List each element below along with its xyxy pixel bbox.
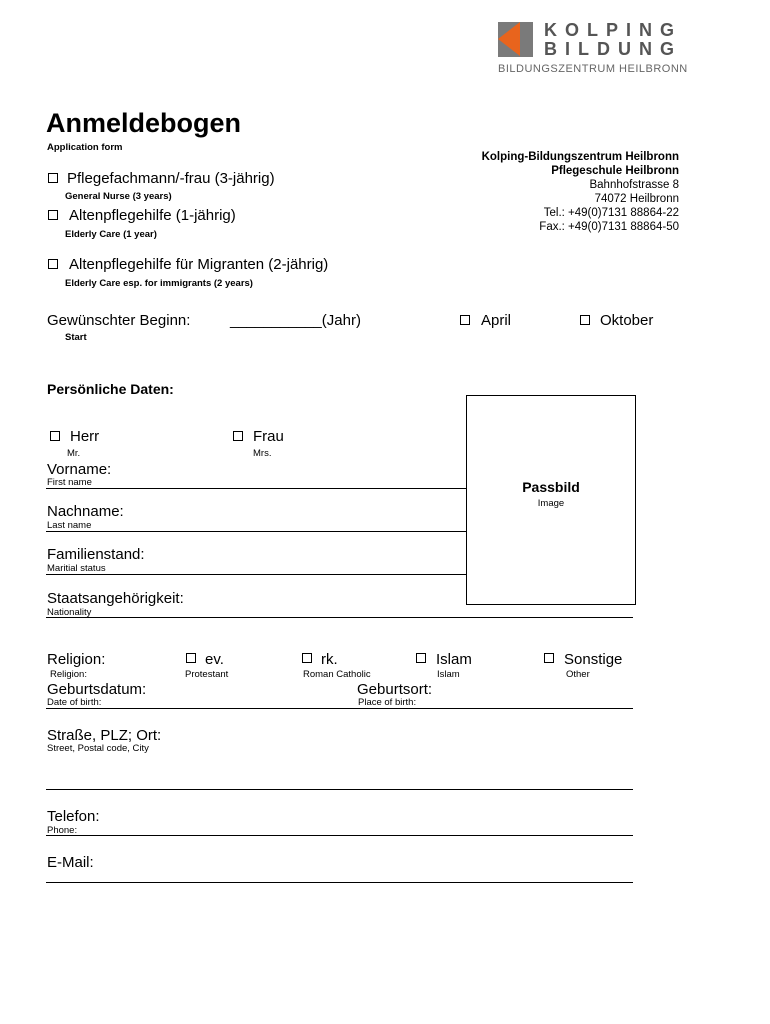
salutation-label-herr: Herr [70, 428, 100, 445]
religion-sub-ev: Protestant [185, 669, 229, 680]
nachname-field[interactable] [46, 531, 466, 532]
strasse-label: Straße, PLZ; Ort: [47, 727, 162, 744]
religion-checkbox-rk[interactable] [302, 653, 312, 663]
salutation-sub-herr: Mr. [67, 448, 81, 459]
address-line4: 74072 Heilbronn [594, 193, 679, 205]
religion-label-islam: Islam [436, 651, 472, 668]
familienstand-sub: Maritial status [47, 563, 106, 574]
vorname-field[interactable] [46, 488, 466, 489]
geburtsort-label: Geburtsort: [357, 681, 433, 698]
personal-heading: Persönliche Daten: [47, 381, 174, 397]
geburtsdatum-label: Geburtsdatum: [47, 681, 147, 698]
nachname-label: Nachname: [47, 503, 124, 520]
logo-line2: BILDUNG [544, 39, 682, 59]
program-sub-migrants: Elderly Care esp. for immigrants (2 years) [65, 278, 253, 289]
start-sub: Start [65, 332, 87, 343]
start-label: Gewünschter Beginn: [47, 312, 191, 329]
salutation-checkbox-frau[interactable] [233, 431, 243, 441]
religion-sub-islam: Islam [437, 669, 460, 680]
strasse-field[interactable] [46, 789, 633, 790]
program-checkbox-nurse[interactable] [48, 173, 58, 183]
religion-checkbox-ev[interactable] [186, 653, 196, 663]
page-subtitle: Application form [47, 142, 123, 153]
start-label-oktober: Oktober [600, 312, 654, 329]
logo-mark [498, 22, 533, 57]
program-checkbox-elderly[interactable] [48, 210, 58, 220]
address-line3: Bahnhofstrasse 8 [589, 179, 679, 191]
program-label-migrants: Altenpflegehilfe für Migranten (2-jährig) [69, 256, 329, 273]
telefon-label: Telefon: [47, 808, 100, 825]
program-checkbox-migrants[interactable] [48, 259, 58, 269]
religion-checkbox-islam[interactable] [416, 653, 426, 663]
nationality-label: Staatsangehörigkeit: [47, 590, 184, 607]
nationality-field[interactable] [46, 617, 633, 618]
familienstand-label: Familienstand: [47, 546, 145, 563]
vorname-label: Vorname: [47, 461, 112, 478]
address-line6: Fax.: +49(0)7131 88864-50 [539, 221, 679, 233]
page-title: Anmeldebogen [46, 108, 242, 138]
geburtsort-sub: Place of birth: [358, 697, 417, 708]
geburtsdatum-sub: Date of birth: [47, 697, 102, 708]
familienstand-field[interactable] [46, 574, 466, 575]
religion-sub-sonstige: Other [566, 669, 590, 680]
email-label: E-Mail: [47, 854, 94, 871]
birth-field[interactable] [46, 708, 633, 709]
salutation-sub-frau: Mrs. [253, 448, 272, 459]
program-label-nurse: Pflegefachmann/-frau (3-jährig) [67, 170, 275, 187]
strasse-sub: Street, Postal code, City [47, 743, 149, 754]
photo-box[interactable] [466, 395, 636, 605]
religion-label-sonstige: Sonstige [564, 651, 623, 668]
school-address [482, 150, 679, 234]
program-sub-elderly: Elderly Care (1 year) [65, 229, 157, 240]
start-year-field[interactable]: ___________(Jahr) [230, 312, 361, 329]
address-line1: Kolping-Bildungszentrum Heilbronn [481, 151, 679, 163]
start-label-april: April [481, 312, 512, 329]
program-sub-nurse: General Nurse (3 years) [65, 191, 172, 202]
start-checkbox-oktober[interactable] [580, 315, 590, 325]
salutation-checkbox-herr[interactable] [50, 431, 60, 441]
religion-checkbox-sonstige[interactable] [544, 653, 554, 663]
address-line5: Tel.: +49(0)7131 88864-22 [543, 207, 679, 219]
email-field[interactable] [46, 882, 633, 883]
address-line2: Pflegeschule Heilbronn [551, 165, 679, 177]
religion-label-ev: ev. [205, 651, 224, 668]
telefon-sub: Phone: [47, 825, 78, 836]
program-label-elderly: Altenpflegehilfe (1-jährig) [69, 207, 236, 224]
logo-subtitle: BILDUNGSZENTRUM HEILBRONN [498, 63, 688, 75]
nationality-sub: Nationality [47, 607, 92, 618]
religion-label-rk: rk. [321, 651, 338, 668]
salutation-label-frau: Frau [253, 428, 284, 445]
photo-sub: Image [537, 498, 565, 509]
logo-line1: KOLPING [544, 20, 683, 40]
religion-label: Religion: [47, 651, 106, 668]
nachname-sub: Last name [47, 520, 92, 531]
telefon-field[interactable] [46, 835, 633, 836]
vorname-sub: First name [47, 477, 92, 488]
photo-label: Passbild [522, 479, 580, 495]
start-checkbox-april[interactable] [460, 315, 470, 325]
religion-sub: Religion: [50, 669, 87, 680]
religion-sub-rk: Roman Catholic [303, 669, 371, 680]
